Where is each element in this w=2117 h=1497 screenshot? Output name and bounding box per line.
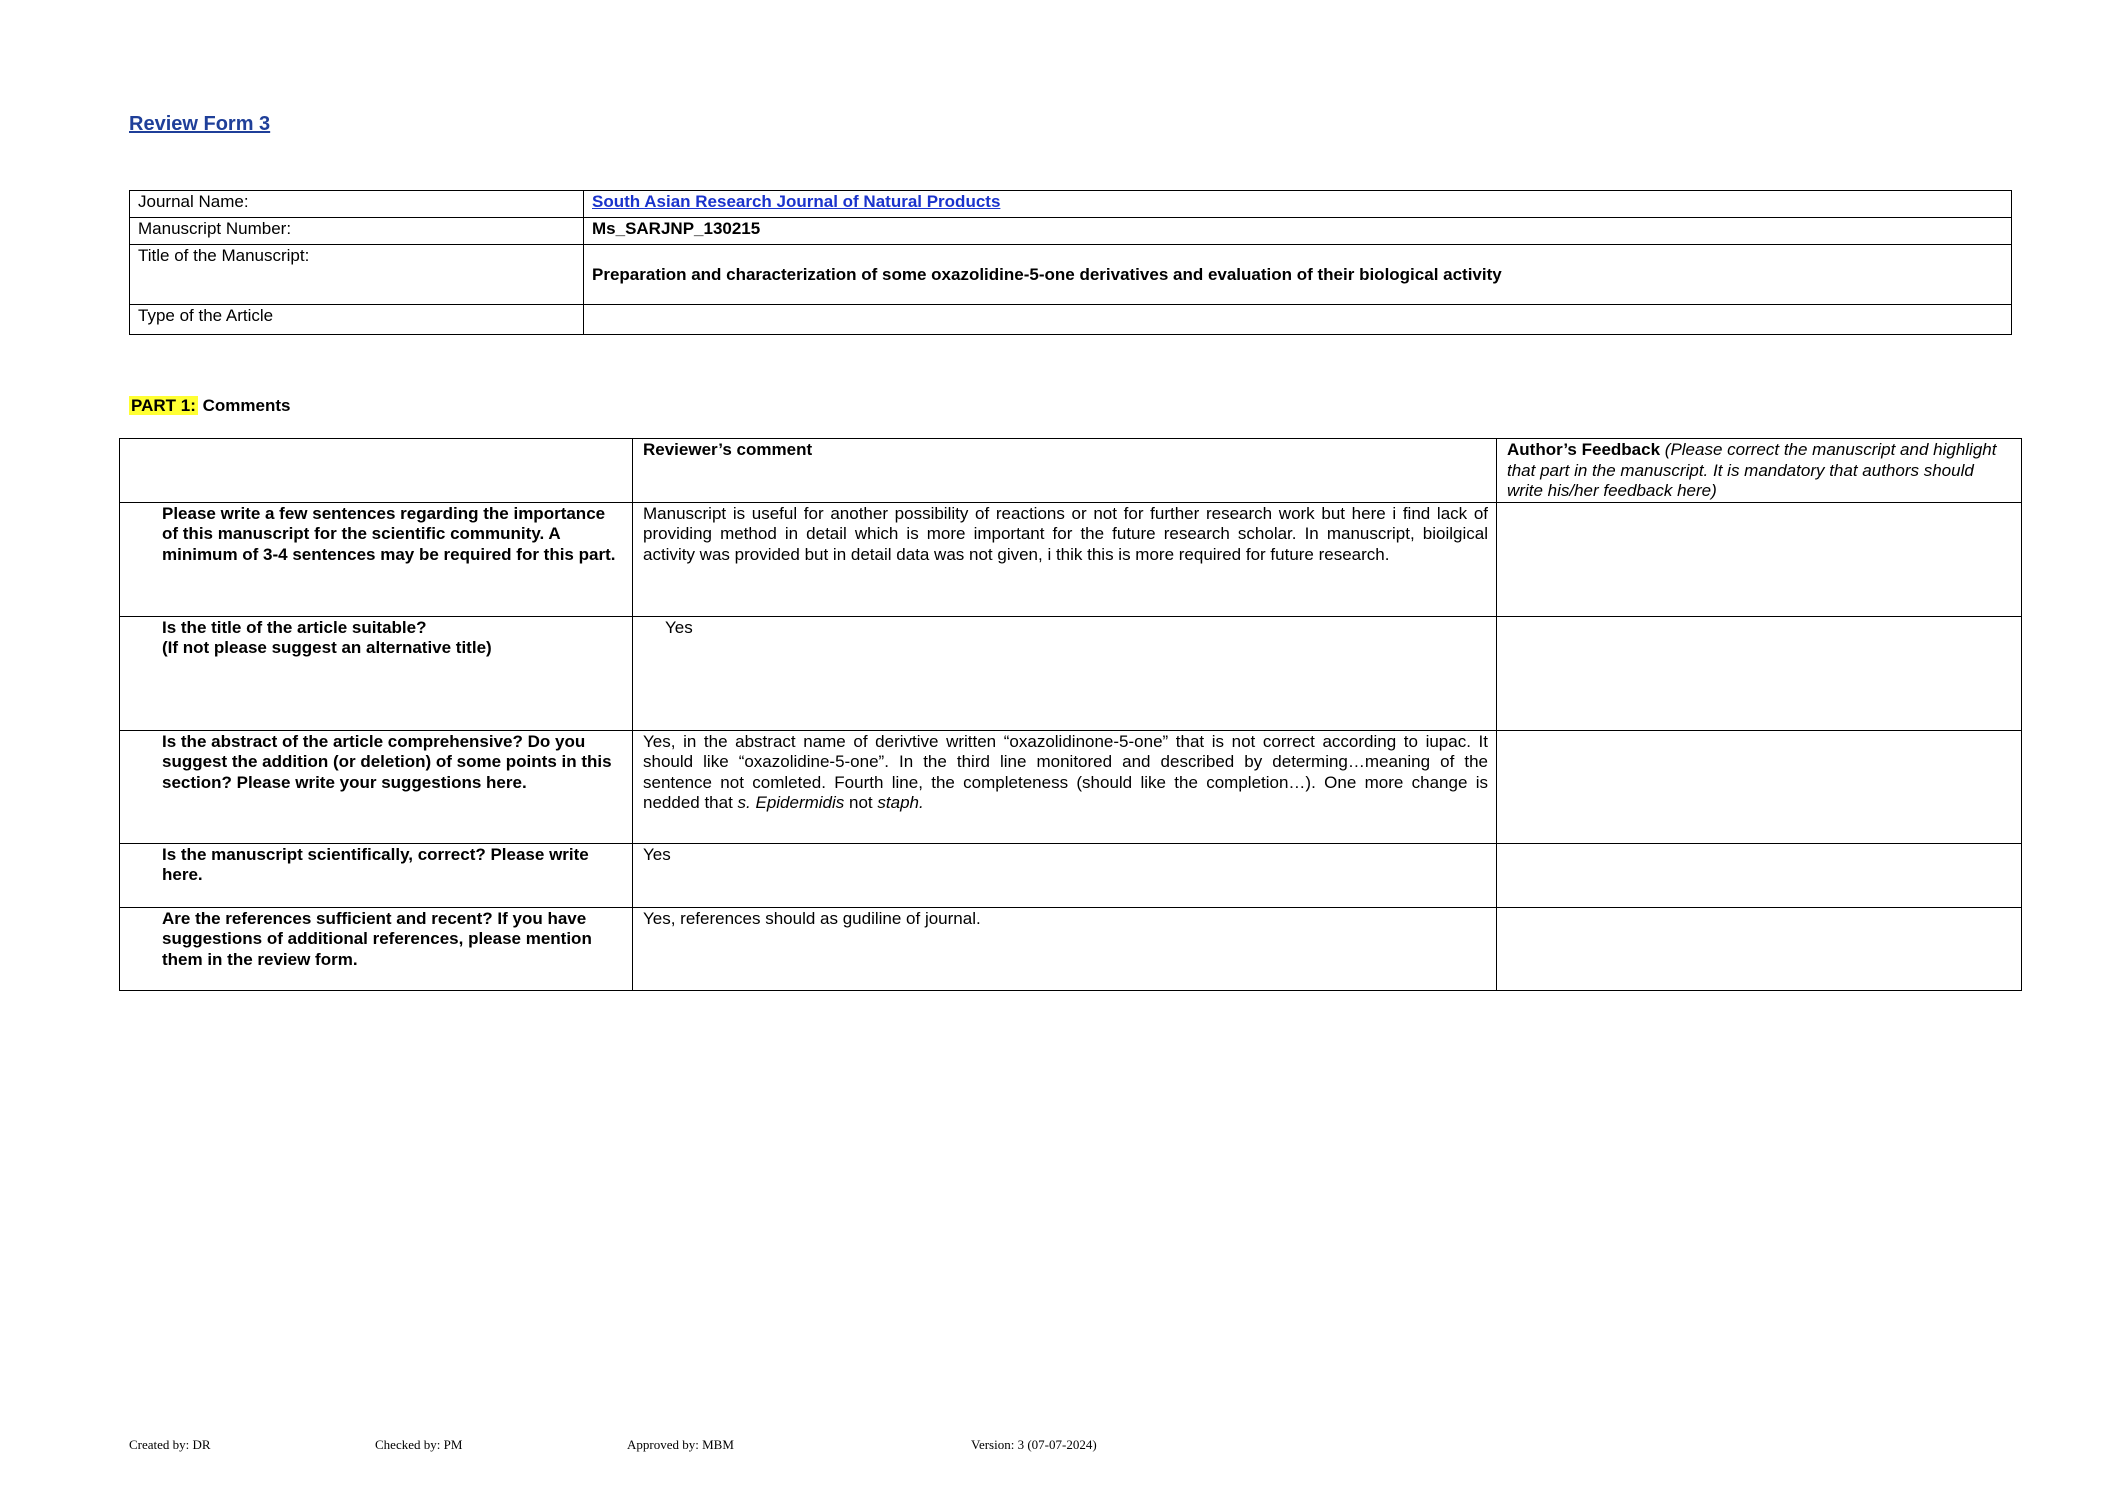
author-feedback-scientific[interactable] xyxy=(1497,843,2022,907)
reviewer-comment-abstract xyxy=(633,730,1497,843)
abstract-comment-main: Yes, in the abstract name of derivtive written “oxazolidinone-5-one” that is not correct according to iupac. It should like “oxazolidine-5-one”. In the third line monitored and described by determing…meaning of the sentence not comleted. Fourth line, the completeness (should like the completion…). One more change is nedded that xyxy=(643,731,1488,812)
footer-checked: Checked by: PM xyxy=(375,1437,463,1452)
abstract-comment-italic1: s. Epidermidis xyxy=(737,793,845,812)
author-feedback-references[interactable] xyxy=(1497,907,2022,990)
table-row xyxy=(120,843,2022,907)
author-feedback-abstract[interactable] xyxy=(1497,730,2022,843)
footer-created: Created by: DR xyxy=(129,1437,211,1452)
table-row xyxy=(120,502,2022,616)
table-row xyxy=(120,616,2022,730)
part1-heading xyxy=(129,396,290,416)
abstract-comment-italic2: staph. xyxy=(877,793,924,812)
question-title xyxy=(120,616,633,730)
author-feedback-header xyxy=(1497,439,2022,503)
question-abstract: Is the abstract of the article comprehensive? Do you suggest the addition (or deletion) of some points in this section? Please write your suggestions here. xyxy=(120,730,633,843)
question-references: Are the references sufficient and recent? If you have suggestions of additional references, please mention them in the review form. xyxy=(120,907,633,990)
author-feedback-note: (Please correct the manuscript and highlight that part in the manuscript. It is mandatory that authors should write his/her feedback here) xyxy=(1507,440,1997,500)
page-title: Review Form 3 xyxy=(129,113,271,135)
reviewer-comment-references: Yes, references should as gudiline of journal. xyxy=(633,907,1497,990)
reviewer-comment-header: Reviewer’s comment xyxy=(633,439,1497,503)
manuscript-title-label: Title of the Manuscript: xyxy=(130,245,584,305)
manuscript-number-value: Ms_SARJNP_130215 xyxy=(584,218,2012,245)
author-feedback-title-row[interactable] xyxy=(1497,616,2022,730)
journal-name-cell xyxy=(584,191,2012,218)
manuscript-title-value: Preparation and characterization of some oxazolidine-5-one derivatives and evaluation of their biological activity xyxy=(584,245,2012,305)
journal-name-link[interactable]: South Asian Research Journal of Natural Products xyxy=(592,192,1001,211)
header-empty-cell xyxy=(120,439,633,503)
question-title-line1: Is the title of the article suitable? xyxy=(162,617,427,637)
part1-label: PART 1: xyxy=(131,396,196,415)
article-type-value xyxy=(584,305,2012,335)
reviewer-comment-scientific: Yes xyxy=(633,843,1497,907)
author-feedback-importance[interactable] xyxy=(1497,502,2022,616)
journal-name-label: Journal Name: xyxy=(130,191,584,218)
reviewer-comment-title: Yes xyxy=(633,616,1497,730)
question-scientific: Is the manuscript scientifically, correct? Please write here. xyxy=(120,843,633,907)
question-importance: Please write a few sentences regarding the importance of this manuscript for the scientific community. A minimum of 3-4 sentences may be required for this part. xyxy=(120,502,633,616)
comments-table xyxy=(119,438,2022,991)
footer-version: Version: 3 (07-07-2024) xyxy=(971,1437,1097,1452)
table-row xyxy=(120,907,2022,990)
manuscript-info-table xyxy=(129,190,2012,335)
manuscript-number-label: Manuscript Number: xyxy=(130,218,584,245)
article-type-label: Type of the Article xyxy=(130,305,584,335)
part1-suffix: Comments xyxy=(202,396,291,415)
question-title-line2: (If not please suggest an alternative title) xyxy=(162,638,492,657)
abstract-comment-mid: not xyxy=(844,793,878,812)
reviewer-comment-importance: Manuscript is useful for another possibility of reactions or not for further research work but here i find lack of providing method in detail which is more important for the future research scholar. In manuscript, bioilgical activity was provided but in detail data was not given, i thik this is more required for future research. xyxy=(633,502,1497,616)
author-feedback-title: Author’s Feedback xyxy=(1507,440,1661,459)
footer-approved: Approved by: MBM xyxy=(627,1437,734,1452)
table-row xyxy=(120,730,2022,843)
